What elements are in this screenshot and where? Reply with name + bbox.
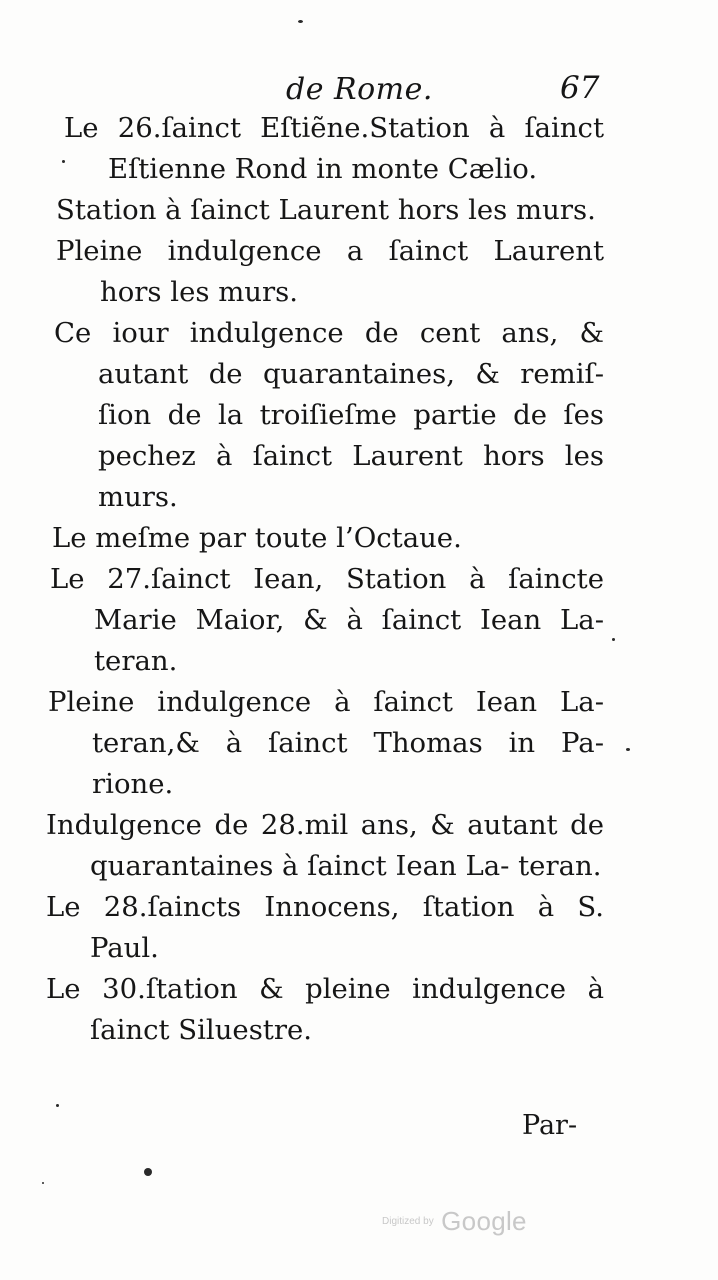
ink-speck xyxy=(298,20,303,23)
running-title: de Rome. xyxy=(286,72,433,107)
entry-hundred-years: Ce iour indulgence de cent ans, & autant de quarantaines, & remiſ- ſion de la troiſieſme partie de ſes pechez à ſainct Laurent hors les murs. xyxy=(54,317,604,513)
entry-station-laurent: Station à ſainct Laurent hors les murs. xyxy=(56,194,596,226)
ink-speck xyxy=(612,638,615,641)
ink-speck xyxy=(62,160,65,163)
entry-30-sylvester: Le 30.ſtation & pleine indulgence à ſainct Siluestre. xyxy=(46,973,604,1046)
running-head xyxy=(0,72,718,112)
ink-speck xyxy=(56,1104,59,1107)
entry-indulgence-laurent: Pleine indulgence a ſainct Laurent hors les murs. xyxy=(56,235,604,308)
entry-28-thousand-years: Indulgence de 28.mil ans, & autant de quarantaines à ſainct Iean La- teran. xyxy=(46,809,604,882)
entry-indulgence-lateran: Pleine indulgence à ſainct Iean La- teran,& à ſainct Thomas in Pa- rione. xyxy=(48,686,604,800)
ink-speck xyxy=(42,1182,44,1184)
google-logo: Google xyxy=(441,1206,527,1236)
entry-28-innocents: Le 28.ſaincts Innocens, ſtation à S. Paul. xyxy=(46,891,604,964)
page-number: 67 xyxy=(560,70,600,106)
watermark-caption: Digitized by xyxy=(382,1216,434,1227)
entry-27-john: Le 27.ſainct Iean, Station à ſaincte Marie Maior, & à ſainct Iean La- teran. xyxy=(50,563,604,677)
digitization-watermark xyxy=(382,1206,527,1237)
entry-26-stephen: Le 26.ſainct Eſtiẽne.Station à ſainct Eſtienne Rond in monte Cælio. xyxy=(64,112,604,185)
ink-speck xyxy=(144,1168,152,1176)
catchword: Par- xyxy=(522,1110,578,1141)
entry-octave: Le meſme par toute l’Octaue. xyxy=(52,522,462,554)
calendar-entries xyxy=(44,108,604,1051)
ink-speck xyxy=(626,748,630,751)
